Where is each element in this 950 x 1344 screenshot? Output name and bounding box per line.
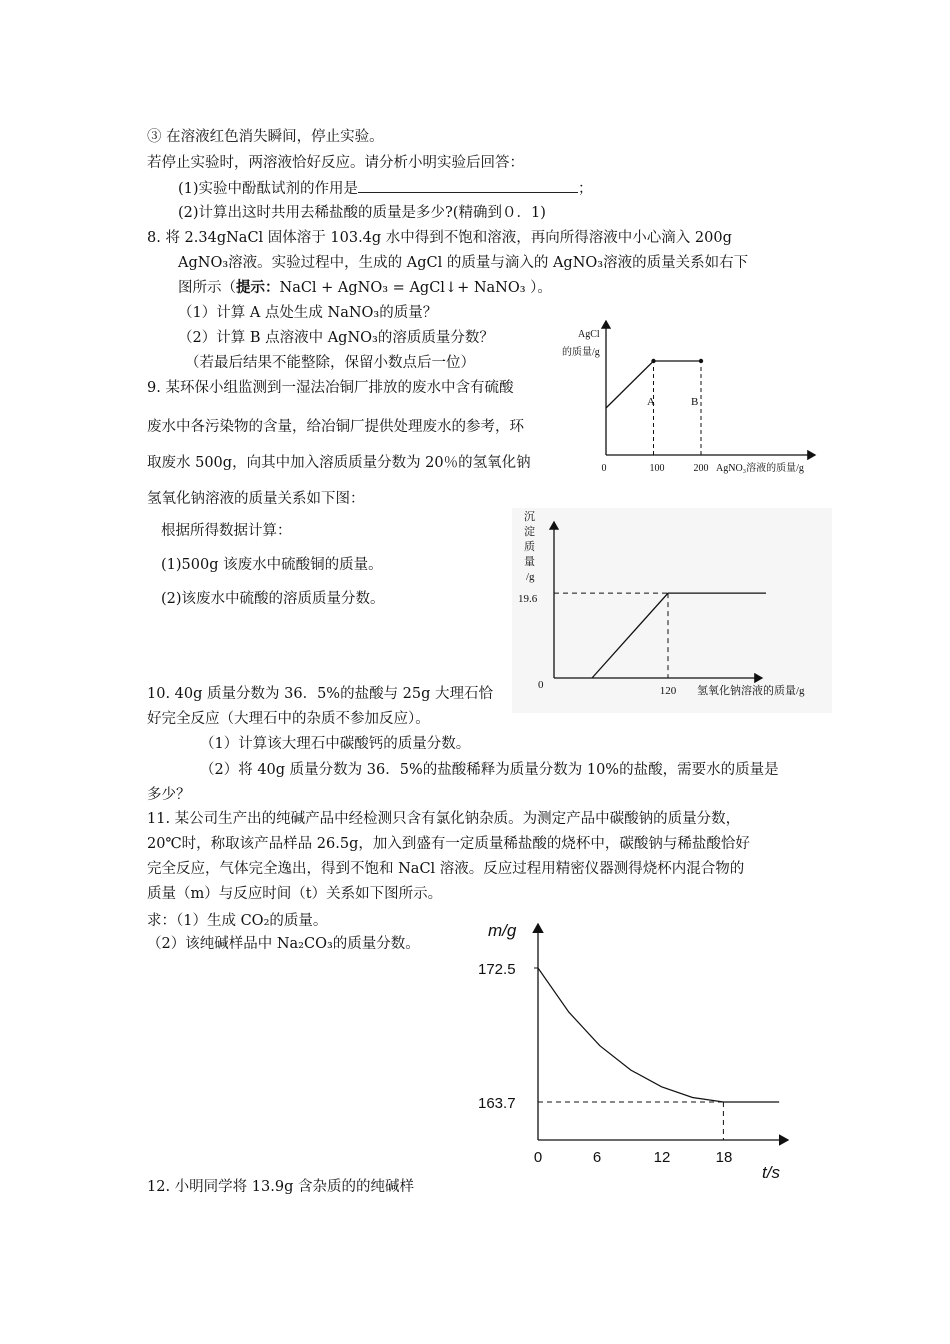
ytick-0: 0 <box>538 679 544 691</box>
tick-100: 100 <box>649 463 665 474</box>
x-axis-label: t/s <box>762 1163 780 1182</box>
chart-agcl <box>560 315 830 480</box>
q9-line3: 取废水 500g，向其中加入溶质质量分数为 20％的氢氧化钠 <box>147 455 531 471</box>
y-label-line2: 的质量/g <box>562 347 600 358</box>
y-label-line1: AgCl <box>578 329 600 340</box>
q11-line4: 质量（m）与反应时间（t）关系如下图所示。 <box>147 886 443 902</box>
xtick-120: 120 <box>659 685 677 697</box>
q8-line1: 8. 将 2.34gNaCl 固体溶于 103.4g 水中得到不饱和溶液，再向所得溶液中小心滴入 200g <box>147 230 732 246</box>
q10-sub2: （2）将 40g 质量分数为 36．5%的盐酸稀释为质量分数为 10%的盐酸，需要水的质量是 <box>200 762 779 778</box>
xtick-18: 18 <box>715 1149 733 1166</box>
q8-note: （若最后结果不能整除，保留小数点后一位） <box>185 355 475 371</box>
q11-ask: 求：（1）生成 CO₂的质量。 <box>147 913 328 929</box>
q11-sub2: （2）该纯碱样品中 Na₂CO₃的质量分数。 <box>147 936 420 952</box>
ytick-163.7: 163.7 <box>478 1095 516 1112</box>
x-axis-label: 氢氧化钠溶液的质量/g <box>697 685 805 697</box>
x-axis-label: AgNO₃溶液的质量/g <box>716 463 804 474</box>
y-label-2: 淀 <box>524 526 535 538</box>
point-b <box>699 359 703 363</box>
answer-blank[interactable] <box>358 179 578 193</box>
q10-sub2-cont: 多少？ <box>147 787 191 803</box>
q7-intro: 若停止实验时，两溶液恰好反应。请分析小明实验后回答： <box>147 155 524 171</box>
point-b-label: B <box>691 396 699 408</box>
q9-sub2: (2)该废水中硫酸的溶质质量分数。 <box>161 591 385 607</box>
q10-line1: 10. 40g 质量分数为 36．5%的盐酸与 25g 大理石恰 <box>147 686 494 702</box>
y-label-5: /g <box>526 571 535 583</box>
xtick-12: 12 <box>653 1149 671 1166</box>
q10-line2: 好完全反应（大理石中的杂质不参加反应）。 <box>147 711 430 727</box>
y-label: 沉 <box>524 511 535 523</box>
xtick-0: 0 <box>533 1149 543 1166</box>
q8-line3: 图所示（提示：NaCl + AgNO₃ = AgCl↓+ NaNO₃ ）。 <box>178 279 552 296</box>
q9-prompt: 根据所得数据计算： <box>161 523 292 539</box>
y-axis-label: m/g <box>488 921 517 940</box>
xtick-6: 6 <box>592 1149 602 1166</box>
y-label-3: 质 <box>524 541 535 553</box>
q10-sub1: （1）计算该大理石中碳酸钙的质量分数。 <box>200 736 471 752</box>
q7-sub1: (1)实验中酚酞试剂的作用是 ； <box>178 181 593 197</box>
q8-sub2: （2）计算 B 点溶液中 AgNO₃的溶质质量分数？ <box>178 330 494 346</box>
q9-line2: 废水中各污染物的含量，给冶铜厂提供处理废水的参考，环 <box>147 419 524 435</box>
q9-sub1: (1)500g 该废水中硫酸铜的质量。 <box>161 557 383 573</box>
mass-series-line <box>538 968 779 1102</box>
q8-line2: AgNO₃溶液。实验过程中，生成的 AgCl 的质量与滴入的 AgNO₃溶液的质量关系如右下 <box>178 255 749 271</box>
ytick-172.5: 172.5 <box>478 961 516 978</box>
q7-sub2: (2)计算出这时共用去稀盐酸的质量是多少?(精确到０．1) <box>178 205 546 221</box>
y-label-4: 量 <box>524 556 535 568</box>
q9-line1: 9. 某环保小组监测到一湿法冶铜厂排放的废水中含有硫酸 <box>147 380 514 396</box>
point-a-label: A <box>647 396 655 408</box>
q7-step3: ③ 在溶液红色消失瞬间，停止实验。 <box>147 129 384 145</box>
ytick-19.6: 19.6 <box>518 593 538 605</box>
chart-mass-time <box>470 912 810 1187</box>
q11-line1: 11. 某公司生产出的纯碱产品中经检测只含有氯化钠杂质。为测定产品中碳酸钠的质量分数， <box>147 811 741 827</box>
q12-line1: 12. 小明同学将 13.9g 含杂质的的纯碱样 <box>147 1179 414 1195</box>
q9-line4: 氢氧化钠溶液的质量关系如下图： <box>147 491 365 507</box>
tick-0: 0 <box>601 463 607 474</box>
chart-precipitate <box>512 508 832 713</box>
q11-line3: 完全反应，气体完全逸出，得到不饱和 NaCl 溶液。反应过程用精密仪器测得烧杯内混合物的 <box>147 861 745 877</box>
q8-sub1: （1）计算 A 点处生成 NaNO₃的质量？ <box>178 305 438 321</box>
q11-line2: 20℃时，称取该产品样品 26.5g，加入到盛有一定质量稀盐酸的烧杯中，碳酸钠与稀盐酸恰好 <box>147 836 750 852</box>
tick-200: 200 <box>693 463 709 474</box>
point-a <box>651 359 655 363</box>
